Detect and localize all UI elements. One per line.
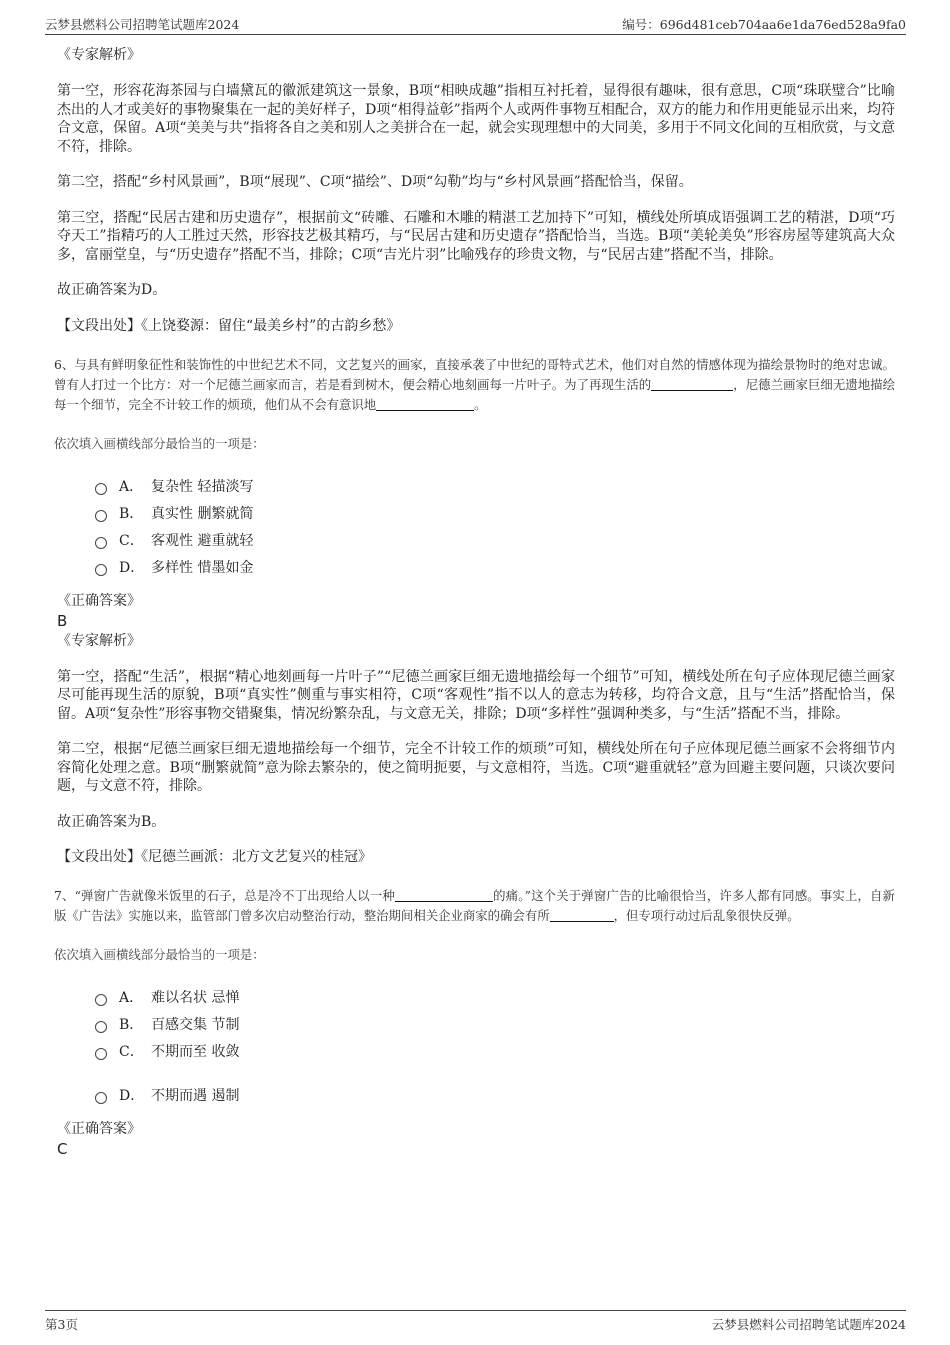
radio-button[interactable] xyxy=(95,1021,107,1033)
blank xyxy=(651,377,733,391)
header-title: 云梦县燃料公司招聘笔试题库2024 xyxy=(45,17,240,32)
analysis-conclusion: 故正确答案为D。 xyxy=(57,282,167,298)
option-b[interactable]: B． 真实性 删繁就简 xyxy=(57,500,895,526)
correct-answer-label: 《正确答案》 xyxy=(57,1121,141,1137)
radio-button[interactable] xyxy=(95,1048,107,1060)
radio-button[interactable] xyxy=(95,483,107,495)
expert-analysis-label: 《专家解析》 xyxy=(57,632,141,649)
expert-analysis-label: 《专家解析》 xyxy=(57,47,141,63)
footer-title: 云梦县燃料公司招聘笔试题库2024 xyxy=(711,1317,906,1332)
page-header xyxy=(45,14,906,35)
blank xyxy=(376,397,474,411)
radio-button[interactable] xyxy=(95,1092,107,1104)
blank xyxy=(550,908,614,922)
question-7-text: 7、“弹窗广告就像米饭里的石子，总是冷不丁出现给人以一种 的痛。”这个关于弹窗广告的比喻很恰当，许多人都有同感。事实上，自新版《广告法》实施以来，监管部门曾多次启动整治行动，整治期间相关企业商家的确会有所 ，但专项行动过后乱象很快反弹。 xyxy=(54,888,896,923)
radio-button[interactable] xyxy=(95,510,107,522)
option-d[interactable]: D． 不期而遇 遏制 xyxy=(57,1082,895,1108)
passage-source: 【文段出处】《上饶婺源：留住“最美乡村”的古韵乡愁》 xyxy=(57,317,401,334)
correct-answer-label: 《正确答案》 xyxy=(57,592,141,609)
correct-answer: C xyxy=(57,1140,68,1158)
analysis-paragraph: 第三空，搭配“民居古建和历史遗存”，根据前文“砖雕、石雕和木雕的精湛工艺加持下”可知，横线处所填成语强调工艺的精湛，D项“巧夺天工”指精巧的人工胜过天然，形容技艺极其精巧，与“民居古建和历史遗存”搭配恰当，当选。B项“美轮美奂”形容房屋等建筑高大众多，富丽堂皇，与“历史遗存”搭配不当，排除；C项“吉光片羽”比喻残存的珍贵文物，与“民居古建”搭配不当，排除。 xyxy=(57,209,895,263)
question-prompt: 依次填入画横线部分最恰当的一项是： xyxy=(54,435,265,451)
option-c[interactable]: C． 不期而至 收敛 xyxy=(57,1038,895,1064)
document-id: 编号：696d481ceb704aa6e1da76ed528a9fa0 xyxy=(622,17,906,32)
radio-button[interactable] xyxy=(95,537,107,549)
correct-answer: B xyxy=(57,611,68,630)
question-6-options xyxy=(57,473,895,580)
blank xyxy=(395,888,493,902)
option-b[interactable]: B． 百感交集 节制 xyxy=(57,1011,895,1037)
page-content xyxy=(54,44,896,1160)
question-7-options xyxy=(57,984,895,1108)
option-a[interactable]: A． 复杂性 轻描淡写 xyxy=(57,473,895,499)
passage-source: 【文段出处】《尼德兰画派：北方文艺复兴的桂冠》 xyxy=(57,849,372,865)
question-6-text: 6、与具有鲜明象征性和装饰性的中世纪艺术不同，文艺复兴的画家，直接承袭了中世纪的哥特式艺术，他们对自然的情感体现为描绘景物时的绝对忠诚。曾有人打过一个比方：对一个尼德兰画家而言，若是看到树木，便会精心地刻画每一片叶子。为了再现生活的 ，尼德兰画家巨细无遗地描绘每一个细节，完全不计较工作的烦琐，他们从不会有意识地 。 xyxy=(54,356,896,412)
analysis-paragraph: 第二空，搭配“乡村风景画”，B项“展现”、C项“描绘”、D项“勾勒”均与“乡村风景画”搭配恰当，保留。 xyxy=(57,174,693,190)
option-d[interactable]: D． 多样性 惜墨如金 xyxy=(57,554,895,580)
page-footer xyxy=(45,1310,906,1333)
analysis-conclusion: 故正确答案为B。 xyxy=(57,813,166,830)
analysis-paragraph: 第二空，根据“尼德兰画家巨细无遗地描绘每一个细节，完全不计较工作的烦琐”可知，横线处所在句子应体现尼德兰画家不会将细节内容简化处理之意。B项“删繁就简”意为除去繁杂的，使之简明扼要，与文意相符，当选。C项“避重就轻”意为回避主要问题，只谈次要问题，与文意不符，排除。 xyxy=(57,741,895,794)
question-prompt: 依次填入画横线部分最恰当的一项是： xyxy=(54,947,265,962)
radio-button[interactable] xyxy=(95,994,107,1006)
option-a[interactable]: A． 难以名状 忌惮 xyxy=(57,984,895,1010)
option-c[interactable]: C． 客观性 避重就轻 xyxy=(57,527,895,553)
radio-button[interactable] xyxy=(95,564,107,576)
analysis-paragraph: 第一空，形容花海茶园与白墙黛瓦的徽派建筑这一景象，B项“相映成趣”指相互衬托着，显得很有趣味，很有意思，C项“珠联璧合”比喻杰出的人才或美好的事物聚集在一起的美好样子，D项“相得益彰”指两个人或两件事物互相配合，双方的能力和作用更能显示出来，均符合文意，保留。A项“美美与共”指将各自之美和别人之美拼合在一起，就会实现理想中的大同美，多用于不同文化间的互相欣赏，与文意不符，排除。 xyxy=(57,83,895,155)
analysis-paragraph: 第一空，搭配“生活”，根据“精心地刻画每一片叶子”“尼德兰画家巨细无遗地描绘每一个细节”可知，横线处所在句子应体现尼德兰画家尽可能再现生活的原貌，B项“真实性”侧重与事实相符，C项“客观性”指不以人的意志为转移，均符合文意，且与“生活”搭配恰当，保留。A项“复杂性”形容事物交错聚集，情况纷繁杂乱，与文意无关，排除；D项“多样性”强调种类多，与“生活”搭配不当，排除。 xyxy=(57,668,895,722)
page-number: 第3页 xyxy=(45,1317,78,1332)
